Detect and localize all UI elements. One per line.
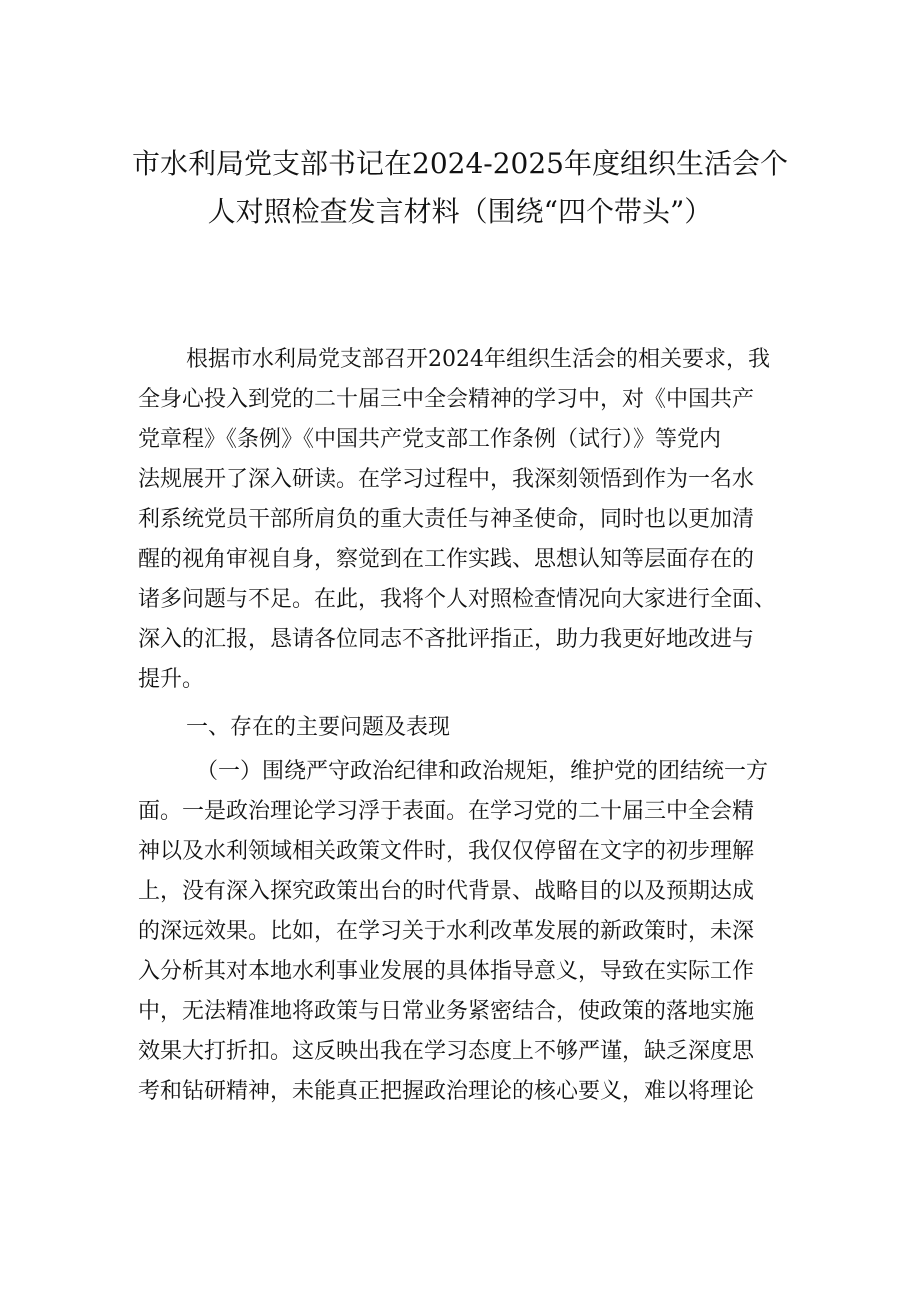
intro-line-7: 诸多问题与不足。在此，我将个人对照检查情况向大家进行全面、 <box>138 587 777 612</box>
subsection-line-5: 的深远效果。比如，在学习关于水利改革发展的新政策时，未深 <box>138 919 755 944</box>
intro-line-2: 全身心投入到党的二十届三中全会精神的学习中，对《中国共产 <box>138 387 755 412</box>
subsection-line-1: （一）围绕严守政治纪律和政治规矩，维护党的团结统一方 <box>196 759 769 784</box>
section-heading: 一、存在的主要问题及表现 <box>186 715 451 740</box>
subsection-line-8: 效果大打折扣。这反映出我在学习态度上不够严谨，缺乏深度思 <box>138 1039 755 1064</box>
intro-line-4: 法规展开了深入研读。在学习过程中，我深刻领悟到作为一名水 <box>138 467 755 492</box>
document-title <box>130 140 790 236</box>
subsection-line-7: 中，无法精准地将政策与日常业务紧密结合，使政策的落地实施 <box>138 999 755 1024</box>
intro-line-5: 利系统党员干部所肩负的重大责任与神圣使命，同时也以更加清 <box>138 507 755 532</box>
title-line-1: 市水利局党支部书记在2024-2025年度组织生活会个 <box>132 147 788 180</box>
intro-line-8: 深入的汇报，恳请各位同志不吝批评指正，助力我更好地改进与 <box>138 627 755 652</box>
intro-line-1: 根据市水利局党支部召开2024年组织生活会的相关要求，我 <box>186 347 770 372</box>
subsection-line-9: 考和钻研精神，未能真正把握政治理论的核心要义，难以将理论 <box>138 1079 755 1104</box>
intro-line-9: 提升。 <box>138 667 205 692</box>
intro-line-3: 党章程》《条例》《中国共产党支部工作条例（试行）》等党内 <box>138 427 722 452</box>
subsection-line-4: 上，没有深入探究政策出台的时代背景、战略目的以及预期达成 <box>138 879 755 904</box>
subsection-line-3: 神以及水利领域相关政策文件时，我仅仅停留在文字的初步理解 <box>138 839 755 864</box>
intro-line-6: 醒的视角审视自身，察觉到在工作实践、思想认知等层面存在的 <box>138 547 755 572</box>
subsection-line-2: 面。一是政治理论学习浮于表面。在学习党的二十届三中全会精 <box>138 799 755 824</box>
title-line-2: 人对照检查发言材料（围绕“四个带头”） <box>207 195 713 228</box>
subsection-line-6: 入分析其对本地水利事业发展的具体指导意义，导致在实际工作 <box>138 959 755 984</box>
